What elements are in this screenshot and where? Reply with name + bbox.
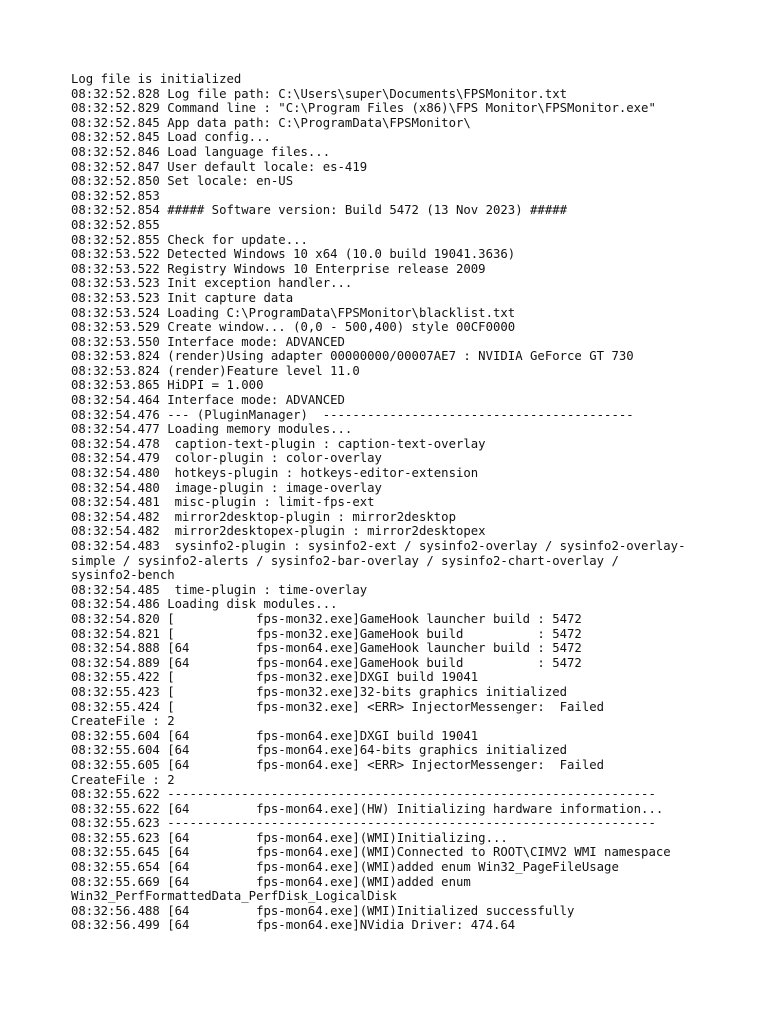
log-line: 08:32:52.829 Command line : "C:\Program Files (x86)\FPS Monitor\FPSMonitor.exe" [71, 101, 656, 116]
log-line: 08:32:55.623 ------------------------------------------------------------------ [71, 816, 656, 831]
log-line: 08:32:53.523 Init exception handler... [71, 276, 353, 291]
log-line: 08:32:53.522 Detected Windows 10 x64 (10.0 build 19041.3636) [71, 247, 516, 262]
log-line: 08:32:54.888 [64 fps-mon64.exe]GameHook launcher build : 5472 [71, 641, 582, 656]
log-line: 08:32:52.854 ##### Software version: Build 5472 (13 Nov 2023) ##### [71, 203, 568, 218]
log-line: 08:32:52.845 App data path: C:\ProgramData\FPSMonitor\ [71, 115, 471, 130]
log-line: 08:32:54.480 hotkeys-plugin : hotkeys-editor-extension [71, 466, 479, 481]
log-line: 08:32:52.855 [71, 217, 160, 232]
log-line: 08:32:53.522 Registry Windows 10 Enterprise release 2009 [71, 261, 486, 276]
log-line: 08:32:54.478 caption-text-plugin : caption-text-overlay [71, 436, 486, 451]
log-line: 08:32:54.486 Loading disk modules... [71, 597, 338, 612]
log-line: 08:32:52.850 Set locale: en-US [71, 174, 294, 189]
log-line: 08:32:54.479 color-plugin : color-overlay [71, 451, 382, 466]
log-line: 08:32:55.422 [ fps-mon32.exe]DXGI build 19041 [71, 670, 479, 685]
log-line: simple / sysinfo2-alerts / sysinfo2-bar-overlay / sysinfo2-chart-overlay / [71, 553, 619, 568]
log-line: 08:32:54.482 mirror2desktop-plugin : mirror2desktop [71, 509, 456, 524]
log-line: 08:32:53.523 Init capture data [71, 290, 294, 305]
log-line: 08:32:54.821 [ fps-mon32.exe]GameHook build : 5472 [71, 626, 582, 641]
log-line: 08:32:55.423 [ fps-mon32.exe]32-bits graphics initialized [71, 684, 568, 699]
log-line: 08:32:54.481 misc-plugin : limit-fps-ext [71, 495, 375, 510]
log-line: 08:32:54.483 sysinfo2-plugin : sysinfo2-ext / sysinfo2-overlay / sysinfo2-overlay- [71, 539, 686, 553]
log-line: 08:32:52.847 User default locale: es-419 [71, 159, 368, 174]
log-line: 08:32:55.654 [64 fps-mon64.exe](WMI)added enum Win32_PageFileUsage [71, 860, 619, 875]
log-line: 08:32:54.476 --- (PluginManager) ------------------------------------------ [71, 407, 634, 422]
log-line: Log file is initialized [71, 72, 242, 86]
log-line: 08:32:55.645 [64 fps-mon64.exe](WMI)Connected to ROOT\CIMV2 WMI namespace [71, 845, 671, 860]
log-line: sysinfo2-bench [71, 568, 175, 583]
log-line: 08:32:54.820 [ fps-mon32.exe]GameHook launcher build : 5472 [71, 611, 582, 626]
log-line: 08:32:55.604 [64 fps-mon64.exe]DXGI build 19041 [71, 728, 479, 743]
log-line: 08:32:54.485 time-plugin : time-overlay [71, 582, 368, 597]
log-line: 08:32:55.604 [64 fps-mon64.exe]64-bits graphics initialized [71, 743, 568, 758]
log-line: 08:32:54.889 [64 fps-mon64.exe]GameHook build : 5472 [71, 655, 582, 670]
log-line: CreateFile : 2 [71, 772, 175, 787]
log-line: 08:32:56.499 [64 fps-mon64.exe]NVidia Driver: 474.64 [71, 918, 516, 933]
log-line: 08:32:53.824 (render)Using adapter 00000000/00007AE7 : NVIDIA GeForce GT 730 [71, 349, 634, 364]
log-line: 08:32:54.464 Interface mode: ADVANCED [71, 393, 345, 408]
log-line: 08:32:53.529 Create window... (0,0 - 500,400) style 00CF0000 [71, 320, 516, 335]
log-line: 08:32:56.488 [64 fps-mon64.exe](WMI)Initialized successfully [71, 903, 575, 918]
log-line: 08:32:54.480 image-plugin : image-overlay [71, 480, 382, 495]
log-line: 08:32:52.846 Load language files... [71, 144, 331, 159]
log-line: 08:32:55.622 [64 fps-mon64.exe](HW) Initializing hardware information... [71, 801, 664, 816]
log-line: 08:32:52.828 Log file path: C:\Users\super\Documents\FPSMonitor.txt [71, 86, 568, 101]
log-line: 08:32:54.482 mirror2desktopex-plugin : mirror2desktopex [71, 524, 486, 539]
log-line: CreateFile : 2 [71, 714, 175, 729]
log-line: 08:32:55.424 [ fps-mon32.exe] <ERR> InjectorMessenger: Failed [71, 699, 605, 714]
log-line: 08:32:52.853 [71, 188, 160, 203]
log-text [71, 72, 711, 933]
log-line: 08:32:53.550 Interface mode: ADVANCED [71, 334, 345, 349]
log-line: 08:32:55.623 [64 fps-mon64.exe](WMI)Initializing... [71, 830, 508, 845]
log-line: 08:32:53.524 Loading C:\ProgramData\FPSMonitor\blacklist.txt [71, 305, 516, 320]
log-line: 08:32:55.605 [64 fps-mon64.exe] <ERR> InjectorMessenger: Failed [71, 757, 605, 772]
log-line: Win32_PerfFormattedData_PerfDisk_LogicalDisk [71, 889, 397, 904]
log-line: 08:32:53.865 HiDPI = 1.000 [71, 378, 264, 393]
log-line: 08:32:52.855 Check for update... [71, 232, 308, 247]
log-line: 08:32:55.669 [64 fps-mon64.exe](WMI)added enum [71, 874, 471, 889]
log-line: 08:32:52.845 Load config... [71, 130, 271, 145]
log-line: 08:32:55.622 ------------------------------------------------------------------ [71, 787, 656, 802]
log-line: 08:32:54.477 Loading memory modules... [71, 422, 353, 437]
log-line: 08:32:53.824 (render)Feature level 11.0 [71, 363, 360, 378]
